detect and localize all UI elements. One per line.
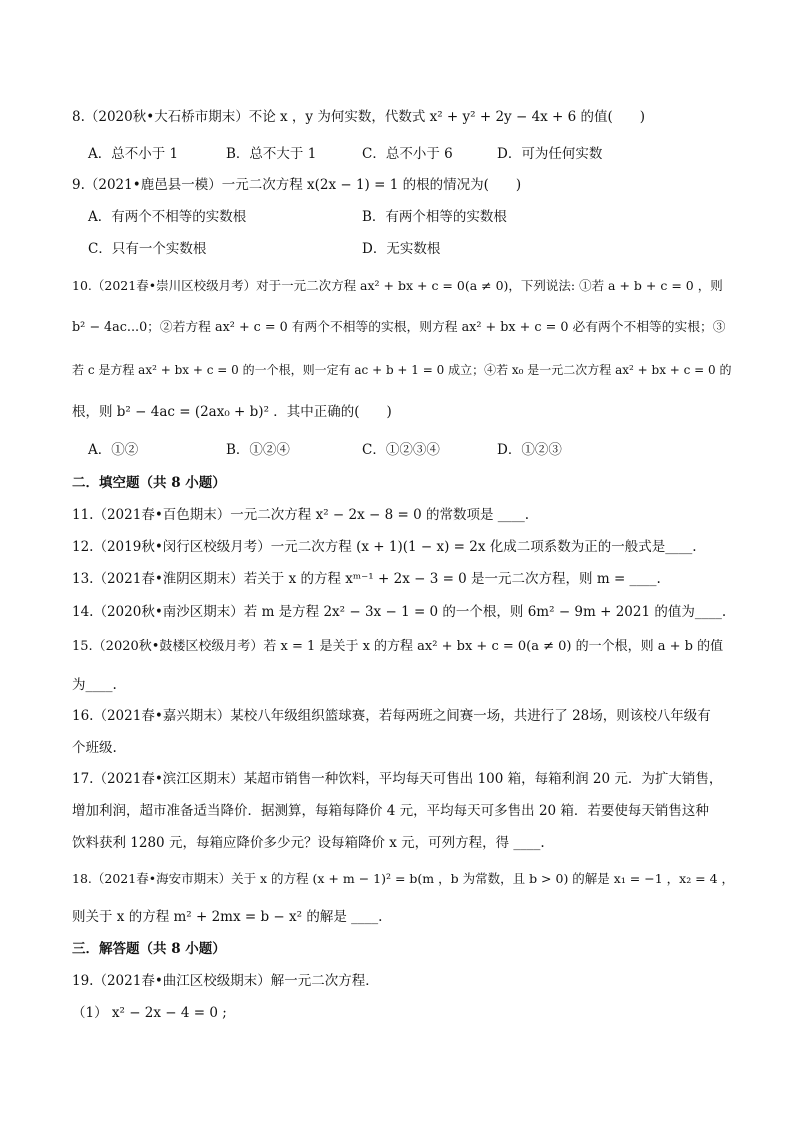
q15-line-1: 15.（2020秋•鼓楼区校级月考）若 x = 1 是关于 x 的方程 ax² + bx + c = 0(a ≠ 0) 的一个根，则 a + b 的值 — [72, 639, 724, 654]
q8-option-d: D．可为任何实数 — [497, 146, 603, 162]
q10-option-a: A．①② — [88, 442, 139, 458]
q10-line-2: b² − 4ac...0；②若方程 ax² + c = 0 有两个不相等的实根，则方程 ax² + bx + c = 0 必有两个不相等的实根；③ — [72, 320, 726, 335]
q11: 11.（2021春•百色期末）一元二次方程 x² − 2x − 8 = 0 的常数项是 ____. — [72, 507, 530, 523]
q17-line-2: 增加利润，超市准备适当降价．据测算，每箱每降价 4 元，平均每天可多售出 20 箱．若要使每天销售这种 — [72, 803, 709, 819]
q10-option-d: D．①②③ — [497, 442, 562, 458]
q9-option-b: B．有两个相等的实数根 — [362, 209, 507, 225]
q13: 13.（2021春•淮阴区期末）若关于 x 的方程 xᵐ⁻¹ + 2x − 3 = 0 是一元二次方程，则 m = ____. — [72, 571, 661, 587]
q17-line-1: 17.（2021春•滨江区期末）某超市销售一种饮料，平均每天可售出 100 箱，每箱利润 20 元．为扩大销售， — [72, 771, 723, 787]
q10-line-4: 根，则 b² − 4ac = (2ax₀ + b)² ．其中正确的( ) — [72, 404, 392, 420]
q10-option-c: C．①②③④ — [362, 442, 440, 458]
q9-stem: 9.（2021•鹿邑县一模）一元二次方程 x(2x − 1) = 1 的根的情况为( ) — [72, 177, 522, 193]
q18-line-2: 则关于 x 的方程 m² + 2mx = b − x² 的解是 ____. — [72, 909, 383, 925]
q8-stem: 8.（2020秋•大石桥市期末）不论 x ，y 为何实数，代数式 x² + y² + 2y − 4x + 6 的值( ) — [72, 109, 646, 125]
q15-line-2: 为____. — [72, 677, 117, 693]
q18-line-1: 18.（2021春•海安市期末）关于 x 的方程 (x + m − 1)² = b(m ，b 为常数，且 b > 0) 的解是 x₁ = −1 ，x₂ = 4 ， — [72, 871, 735, 886]
q8-option-a: A．总不小于 1 — [88, 146, 179, 162]
section-solve-heading: 三．解答题（共 8 小题） — [72, 941, 226, 957]
section-fill-in-heading: 二．填空题（共 8 小题） — [72, 475, 226, 491]
q10-option-b: B．①②④ — [226, 442, 290, 458]
q9-option-a: A．有两个不相等的实数根 — [88, 209, 247, 225]
q8-option-b: B．总不大于 1 — [226, 146, 317, 162]
q10-line-1: 10.（2021春•崇川区校级月考）对于一元二次方程 ax² + bx + c = 0(a ≠ 0)，下列说法: ①若 a + b + c = 0 ，则 — [72, 278, 723, 293]
q9-option-c: C．只有一个实数根 — [88, 241, 207, 257]
q8-option-c: C．总不小于 6 — [362, 146, 453, 162]
q14: 14.（2020秋•南沙区期末）若 m 是方程 2x² − 3x − 1 = 0 的一个根，则 6m² − 9m + 2021 的值为____. — [72, 604, 727, 620]
q12: 12.（2019秋•闵行区校级月考）一元二次方程 (x + 1)(1 − x) = 2x 化成二项系数为正的一般式是____. — [72, 539, 697, 555]
q16-line-2: 个班级. — [72, 740, 117, 756]
q19-part-1: （1） x² − 2x − 4 = 0 ; — [72, 1005, 227, 1021]
q16-line-1: 16.（2021春•嘉兴期末）某校八年级组织篮球赛，若每两班之间赛一场，共进行了 28场，则该校八年级有 — [72, 708, 711, 724]
q10-line-3: 若 c 是方程 ax² + bx + c = 0 的一个根，则一定有 ac + b + 1 = 0 成立；④若 x₀ 是一元二次方程 ax² + bx + c = 0 的 — [72, 363, 732, 377]
q17-line-3: 饮料获利 1280 元，每箱应降价多少元？设每箱降价 x 元，可列方程，得 ____. — [72, 835, 545, 851]
q19-stem: 19.（2021春•曲江区校级期末）解一元二次方程． — [72, 973, 379, 989]
q9-option-d: D．无实数根 — [362, 241, 441, 257]
